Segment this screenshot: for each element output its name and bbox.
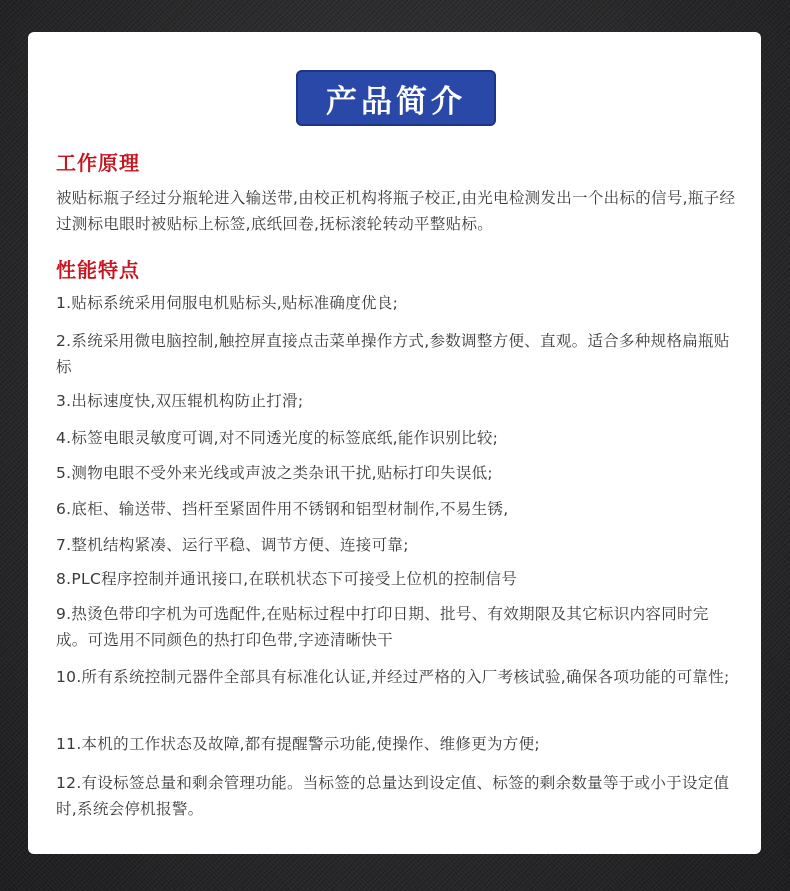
feature-item-5: 5.测物电眼不受外来光线或声波之类杂讯干扰,贴标打印失误低;	[56, 464, 493, 482]
feature-item-8: 8.PLC程序控制并通讯接口,在联机状态下可接受上位机的控制信号	[56, 570, 518, 588]
features-heading-wrap	[56, 257, 737, 283]
feature-item-7: 7.整机结构紧凑、运行平稳、调节方便、连接可靠;	[56, 536, 409, 554]
working-principle-section	[56, 150, 737, 237]
features-heading: 性能特点	[56, 258, 140, 282]
feature-item-4: 4.标签电眼灵敏度可调,对不同透光度的标签底纸,能作识别比较;	[56, 429, 499, 447]
working-principle-heading: 工作原理	[56, 151, 140, 175]
product-intro-card	[28, 32, 761, 854]
feature-item-3: 3.出标速度快,双压辊机构防止打滑;	[56, 392, 304, 410]
feature-item-6: 6.底柜、输送带、挡杆至紧固件用不锈钢和铝型材制作,不易生锈,	[56, 500, 509, 518]
working-principle-text: 被贴标瓶子经过分瓶轮进入输送带,由校正机构将瓶子校正,由光电检测发出一个出标的信号,瓶子经过测标电眼时被贴标上标签,底纸回卷,抚标滚轮转动平整贴标。	[56, 189, 736, 233]
feature-item-1: 1.贴标系统采用伺服电机贴标头,贴标准确度优良;	[56, 294, 399, 312]
page-title: 产品简介	[296, 70, 496, 126]
feature-item-11: 11.本机的工作状态及故障,都有提醒警示功能,使操作、维修更为方便;	[56, 735, 540, 753]
feature-item-9: 9.热烫色带印字机为可选配件,在贴标过程中打印日期、批号、有效期限及其它标识内容同时完成。可选用不同颜色的热打印色带,字迹清晰快干	[56, 605, 709, 649]
feature-item-10: 10.所有系统控制元器件全部具有标准化认证,并经过严格的入厂考核试验,确保各项功能的可靠性;	[56, 668, 730, 686]
feature-item-2: 2.系统采用微电脑控制,触控屏直接点击菜单操作方式,参数调整方便、直观。适合多种规格扁瓶贴标	[56, 332, 730, 376]
feature-item-12: 12.有设标签总量和剩余管理功能。当标签的总量达到设定值、标签的剩余数量等于或小于设定值时,系统会停机报警。	[56, 774, 730, 818]
